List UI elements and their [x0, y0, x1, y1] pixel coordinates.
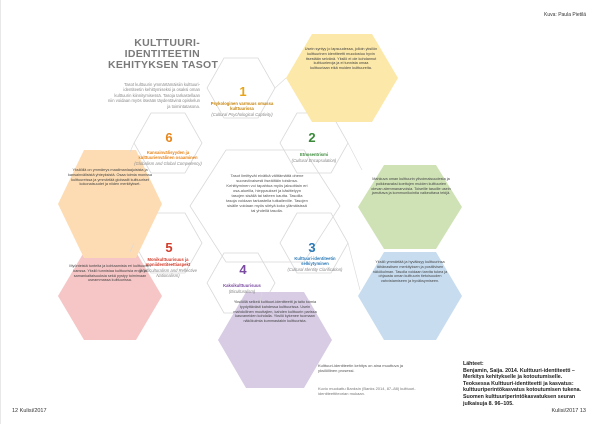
title-line-1: KULTTUURI- — [134, 37, 200, 49]
connector-1 — [275, 78, 286, 88]
level-4-subtitle: (Biculturalism) — [228, 289, 256, 294]
level-6-number: 6 — [165, 130, 173, 145]
level-1-subtitle: (Cultural Psychological Captivity) — [211, 112, 273, 117]
level-4-number: 4 — [239, 262, 247, 277]
level-3-title: Kulttuuri-identiteetin selkiytyminen — [294, 256, 336, 267]
photo-credit: Kuva: Paula Pietilä — [544, 12, 586, 18]
sources-block — [463, 361, 583, 407]
level-2-number: 2 — [308, 130, 316, 145]
footer-left: 12 Kulisi/2017 — [12, 408, 47, 414]
level-5-title: Monikulttuurisuus ja moniidentiteettiaspekt — [145, 257, 191, 268]
level-4-description: Yksilöllä selkeä kulttuuri-identiteetti ja taito toimia tyydyttävästi kahdessa kulttuurissa. Usein mahdollinen muuttajien, kahden kulttuurin parissa kasvaneiden kohdalla. Yksilö kykenee tuomaan näkökulmia kummastakin kulttuurista. — [233, 300, 317, 324]
level-3-description: Yksilö ymmärtää ja hyväksyy kulttuurinsa tähänastisen merkityksen ja positiivisen näkökulman. Tasolla voidaan tarvita tukea ja ohjausta oman kulttuurin tietoisuuden vahvistamiseen ja hyväksymiseen. — [372, 260, 448, 284]
level-1-description: Usein syntyy jo lapsuudessa, jolloin yksilön kulttuurinen identiteetti muodostuu hyvin itsestään selvänä. Yksilö ei ole kohdannut kulttuurieroja ja ei tunnista omaa kulttuuriaan eikä muiden kulttuureita. — [304, 47, 378, 71]
level-6-description: Yksilöllä on ymmärrys maailmanlaajuisista ja kansainvälisistä yhteyksistä. Osaa toimia monissa kulttuureissa ja ymmärtää globaalit kulttuuriset kokonaisuudet ja niiden merkitykset. — [68, 168, 152, 187]
level-2-subtitle: (Cultural Encapsulation) — [291, 158, 337, 163]
sources-text: Benjamin, Saija. 2014. Kulttuuri-identiteetti – Merkitys kehitykselle ja kotoutumiselle. Teoksessa Kulttuuri-identiteetti ja kasvatus: kulttuuriperintökasvatus kotoutumisen tukena. Suomen kulttuuriperintökasvatuksen seuran julkaisuja 8. 96–105. — [463, 367, 582, 407]
level-5-subtitle: (Multiculturalism and Reflective Nationalism) — [139, 268, 197, 279]
footer-right: Kulisi/2017 13 — [551, 408, 586, 414]
level-1-title: Psykologinen varmuus omassa kulttuurissa — [210, 101, 274, 112]
level-3-number: 3 — [308, 240, 316, 255]
center-explanation: Tasot limittyvät eivätkä välttämättä ohene suoraviivaisesti itseäiltäin toisiinsa. Kehittyminen voi tapahtua myös jaksoittain eri osa-alueilla, hieppaukset ja käsittelyyn tasojen sisällä tai taiteen kautta. Tasoilla tasoja voidaan tarkastella tutkaileville. Tasojen sisälle voidaan myös siirtyä koko ylämäisissä tai yhdellä tasolla. — [226, 173, 308, 213]
level-4-title: Kaksikulttuurisuus — [223, 283, 261, 288]
intro-text: Tasot kulttuurin ymmärtämäisiin kulttuuri-identiteetin kehittymiseksi ja osaksi oman kulttuurin kiinnitymisessä. Tasoja tarkastellaan niin voidaan myös itseään täydentävinä opiskelun ja toimintatasona. — [108, 82, 200, 109]
title-line-2: IDENTITEETIN — [124, 48, 200, 60]
footnote-2: Kuvio muokattu Banksin (Banks 2014, 87–88) kulttuuri-identiteettiteorian mukaan. — [318, 386, 416, 396]
title-line-3: KEHITYKSEN TASOT — [108, 59, 219, 71]
level-1-number: 1 — [239, 84, 247, 99]
level-2-description: Mahkuva oman kulttuurin ylivoimaisuudesta ja poikkeavaksi koettujen muiden kulttuurien olevan alemmanarvoisia. Toiseille tasoille usein jarruttava ja kommunikointia vaikeuttava tekijä. — [371, 177, 451, 196]
level-6-subtitle: (Globalism and Global Competency) — [134, 161, 202, 166]
footnote-1: Kulttuuri-identiteetin kehitys on aina muuttuva ja yksilöllinen prosessi. — [318, 363, 403, 373]
level-3-subtitle: (Cultural Identity Clarification) — [287, 267, 343, 272]
level-5-number: 5 — [165, 240, 173, 255]
level-2-title: Etnosentrismi — [300, 152, 328, 157]
sources-heading: Lähteet: — [463, 361, 484, 367]
level-5-description: Myönteistä tunteita ja kohtaamista eri kulttuurien kanssa. Yksilö tunnistaa kulttuurisia eroja ja samankaltaisuuksia sekä pystyy toimimaan useammassa kulttuurissa. — [69, 264, 151, 283]
connector-2 — [348, 143, 362, 170]
connector-3 — [348, 243, 360, 290]
level-6-title: Kansainvälisyyden ja kulttuurienvälinen osaaminen — [138, 150, 198, 161]
